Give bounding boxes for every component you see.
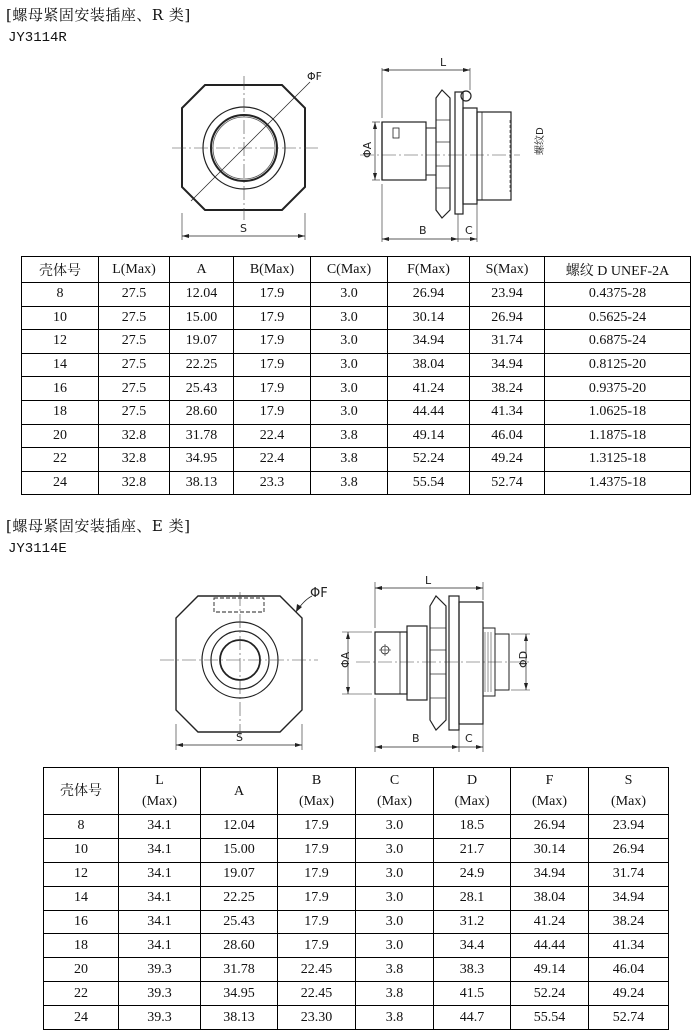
table-cell: 34.95 (201, 982, 278, 1006)
side-view-e (339, 574, 530, 752)
table-cell: 0.6875-24 (545, 330, 691, 354)
table-cell: 31.2 (434, 910, 511, 934)
table-cell: 0.8125-20 (545, 353, 691, 377)
table-cell: 14 (44, 886, 119, 910)
table-cell: 16 (22, 377, 99, 401)
table-cell: 1.0625-18 (545, 400, 691, 424)
table-cell: 38.3 (434, 958, 511, 982)
table-cell: 52.24 (388, 448, 470, 472)
table-cell: 3.0 (356, 838, 434, 862)
table-row (44, 1006, 669, 1030)
section-e-model: JY3114E (8, 541, 67, 557)
table-cell: 17.9 (278, 862, 356, 886)
table-cell: 0.5625-24 (545, 306, 691, 330)
table-row (44, 934, 669, 958)
header-cell: F(Max) (388, 257, 470, 283)
table-row (22, 448, 691, 472)
table-cell: 3.0 (356, 862, 434, 886)
table-cell: 22.25 (201, 886, 278, 910)
table-cell: 3.0 (311, 400, 388, 424)
header-cell (434, 768, 511, 815)
header-top: B (311, 773, 322, 788)
table-cell: 38.24 (589, 910, 669, 934)
table-cell: 34.1 (119, 934, 201, 958)
header-bottom: (Max) (454, 794, 490, 809)
drawing-r (0, 55, 700, 250)
table-cell: 28.1 (434, 886, 511, 910)
table-row (44, 910, 669, 934)
table-cell: 41.24 (511, 910, 589, 934)
table-cell: 0.9375-20 (545, 377, 691, 401)
header-bottom: (Max) (142, 794, 177, 809)
table-cell: 22 (44, 982, 119, 1006)
table-cell: 18 (22, 400, 99, 424)
table-cell: 12.04 (201, 815, 278, 839)
header-cell (119, 768, 201, 815)
table-row (44, 958, 669, 982)
table-cell: 52.74 (470, 471, 545, 495)
table-cell: 23.30 (278, 1006, 356, 1030)
table-cell: 15.00 (170, 306, 234, 330)
table-cell: 38.24 (470, 377, 545, 401)
table-cell: 3.0 (356, 910, 434, 934)
table-cell: 34.94 (589, 886, 669, 910)
table-cell: 3.8 (311, 448, 388, 472)
table-cell: 49.24 (589, 982, 669, 1006)
table-cell: 41.34 (470, 400, 545, 424)
header-cell: A (170, 257, 234, 283)
table-cell: 22.45 (278, 982, 356, 1006)
header-cell: 螺纹 D UNEF-2A (545, 257, 691, 283)
dim-r-b: B (419, 224, 427, 237)
table-cell: 27.5 (99, 400, 170, 424)
header-cell (356, 768, 434, 815)
table-cell: 0.4375-28 (545, 283, 691, 307)
front-view-e (160, 586, 328, 750)
header-cell (201, 768, 278, 815)
table-cell: 34.1 (119, 910, 201, 934)
table-cell: 32.8 (99, 471, 170, 495)
table-cell: 17.9 (278, 886, 356, 910)
table-cell: 15.00 (201, 838, 278, 862)
dim-e-phi-f: ΦF (310, 586, 328, 601)
table-cell: 22.4 (234, 448, 311, 472)
table-cell: 34.1 (119, 862, 201, 886)
table-cell: 3.0 (311, 330, 388, 354)
header-top: F (545, 773, 554, 788)
table-cell: 12 (22, 330, 99, 354)
spec-table-r (21, 256, 691, 495)
table-cell: 3.8 (311, 471, 388, 495)
table-cell: 12.04 (170, 283, 234, 307)
table-cell: 32.8 (99, 424, 170, 448)
table-cell: 34.94 (511, 862, 589, 886)
table-cell: 27.5 (99, 353, 170, 377)
table-cell: 10 (22, 306, 99, 330)
table-header-row (22, 257, 691, 283)
table-cell: 3.8 (356, 982, 434, 1006)
dim-r-thread-d: 螺纹D (535, 127, 546, 155)
table-cell: 41.24 (388, 377, 470, 401)
table-cell: 16 (44, 910, 119, 934)
front-view-r (172, 70, 322, 240)
table-cell: 17.9 (278, 815, 356, 839)
table-cell: 30.14 (388, 306, 470, 330)
table-row (22, 471, 691, 495)
table-cell: 34.94 (388, 330, 470, 354)
header-cell: L(Max) (99, 257, 170, 283)
table-cell: 18.5 (434, 815, 511, 839)
header-cell: B(Max) (234, 257, 311, 283)
table-cell: 1.3125-18 (545, 448, 691, 472)
table-cell: 38.04 (511, 886, 589, 910)
table-cell: 49.14 (511, 958, 589, 982)
section-e-title: [螺母紧固安装插座、E 类] (6, 517, 191, 535)
table-cell: 3.0 (356, 934, 434, 958)
table-cell: 34.1 (119, 838, 201, 862)
table-row (44, 886, 669, 910)
table-cell: 27.5 (99, 330, 170, 354)
dim-r-phi-a: ΦA (361, 141, 374, 158)
dim-r-c: C (465, 224, 473, 237)
table-cell: 17.9 (278, 934, 356, 958)
table-cell: 3.0 (356, 815, 434, 839)
table-cell: 3.0 (311, 353, 388, 377)
table-cell: 23.3 (234, 471, 311, 495)
table-cell: 30.14 (511, 838, 589, 862)
table-cell: 23.94 (470, 283, 545, 307)
table-cell: 3.0 (356, 886, 434, 910)
dim-e-c: C (465, 732, 473, 745)
table-row (22, 306, 691, 330)
table-cell: 31.78 (170, 424, 234, 448)
table-cell: 26.94 (470, 306, 545, 330)
table-cell: 46.04 (589, 958, 669, 982)
section-r-model: JY3114R (8, 30, 67, 46)
header-cell (511, 768, 589, 815)
table-cell: 26.94 (388, 283, 470, 307)
header-top: L (155, 773, 164, 788)
table-cell: 17.9 (234, 306, 311, 330)
header-bottom: (Max) (377, 794, 412, 809)
table-cell: 44.44 (511, 934, 589, 958)
table-cell: 24 (22, 471, 99, 495)
header-bottom: (Max) (299, 794, 334, 809)
table-cell: 34.94 (470, 353, 545, 377)
table-cell: 46.04 (470, 424, 545, 448)
header-top: D (466, 773, 478, 788)
spec-table-e (43, 767, 669, 1030)
header-cell (44, 768, 119, 815)
table-cell: 3.8 (311, 424, 388, 448)
table-cell: 3.8 (356, 958, 434, 982)
side-view-r (360, 56, 546, 242)
table-cell: 44.7 (434, 1006, 511, 1030)
table-row (22, 400, 691, 424)
table-row (44, 815, 669, 839)
table-cell: 17.9 (278, 838, 356, 862)
table-row (44, 838, 669, 862)
table-cell: 22.25 (170, 353, 234, 377)
table-cell: 38.13 (201, 1006, 278, 1030)
table-cell: 28.60 (201, 934, 278, 958)
header-bottom: (Max) (532, 794, 567, 809)
table-cell: 34.1 (119, 886, 201, 910)
table-cell: 20 (44, 958, 119, 982)
table-cell: 3.0 (311, 306, 388, 330)
table-cell: 27.5 (99, 377, 170, 401)
table-cell: 8 (22, 283, 99, 307)
table-cell: 38.04 (388, 353, 470, 377)
table-cell: 28.60 (170, 400, 234, 424)
table-cell: 17.9 (234, 377, 311, 401)
table-cell: 26.94 (589, 838, 669, 862)
table-cell: 26.94 (511, 815, 589, 839)
table-cell: 49.14 (388, 424, 470, 448)
header-top: 壳体号 (60, 783, 102, 799)
header-top: A (233, 783, 245, 799)
table-cell: 32.8 (99, 448, 170, 472)
table-row (22, 377, 691, 401)
table-cell: 17.9 (234, 400, 311, 424)
table-cell: 1.4375-18 (545, 471, 691, 495)
header-cell (589, 768, 669, 815)
table-cell: 18 (44, 934, 119, 958)
table-cell: 17.9 (234, 353, 311, 377)
header-top: S (624, 773, 633, 788)
table-cell: 24 (44, 1006, 119, 1030)
table-cell: 14 (22, 353, 99, 377)
dim-e-phi-d: ΦD (517, 650, 530, 668)
table-cell: 19.07 (170, 330, 234, 354)
table-cell: 22.45 (278, 958, 356, 982)
header-top: C (389, 773, 400, 788)
table-row (22, 424, 691, 448)
table-cell: 23.94 (589, 815, 669, 839)
dim-e-b: B (412, 732, 420, 745)
table-cell: 39.3 (119, 958, 201, 982)
table-cell: 1.1875-18 (545, 424, 691, 448)
table-header-row (44, 768, 669, 815)
table-cell: 31.74 (470, 330, 545, 354)
table-cell: 25.43 (201, 910, 278, 934)
dim-e-s: S (236, 731, 243, 744)
table-cell: 8 (44, 815, 119, 839)
header-cell (278, 768, 356, 815)
table-cell: 27.5 (99, 283, 170, 307)
dim-r-s: S (240, 222, 247, 235)
drawing-e (0, 572, 700, 760)
dim-e-l: L (425, 574, 432, 587)
table-cell: 44.44 (388, 400, 470, 424)
table-cell: 34.4 (434, 934, 511, 958)
table-cell: 41.5 (434, 982, 511, 1006)
table-cell: 41.34 (589, 934, 669, 958)
dim-e-phi-a: ΦA (339, 651, 352, 668)
table-cell: 3.8 (356, 1006, 434, 1030)
table-row (22, 330, 691, 354)
table-cell: 31.78 (201, 958, 278, 982)
header-bottom: (Max) (611, 794, 646, 809)
header-cell: C(Max) (311, 257, 388, 283)
table-cell: 12 (44, 862, 119, 886)
table-cell: 39.3 (119, 1006, 201, 1030)
table-row (22, 353, 691, 377)
table-cell: 17.9 (234, 330, 311, 354)
table-cell: 17.9 (278, 910, 356, 934)
header-cell: S(Max) (470, 257, 545, 283)
table-cell: 49.24 (470, 448, 545, 472)
table-cell: 24.9 (434, 862, 511, 886)
header-cell: 壳体号 (22, 257, 99, 283)
table-cell: 3.0 (311, 377, 388, 401)
table-cell: 17.9 (234, 283, 311, 307)
table-cell: 20 (22, 424, 99, 448)
section-r-title: [螺母紧固安装插座、R 类] (6, 6, 191, 24)
table-cell: 34.1 (119, 815, 201, 839)
dim-r-l: L (440, 56, 447, 69)
table-cell: 39.3 (119, 982, 201, 1006)
table-cell: 21.7 (434, 838, 511, 862)
table-row (44, 862, 669, 886)
table-cell: 10 (44, 838, 119, 862)
table-cell: 52.74 (589, 1006, 669, 1030)
table-row (44, 982, 669, 1006)
table-cell: 38.13 (170, 471, 234, 495)
table-cell: 55.54 (511, 1006, 589, 1030)
table-cell: 52.24 (511, 982, 589, 1006)
table-row (22, 283, 691, 307)
table-cell: 55.54 (388, 471, 470, 495)
table-cell: 3.0 (311, 283, 388, 307)
table-cell: 22.4 (234, 424, 311, 448)
dim-r-phi-f: ΦF (307, 70, 322, 83)
table-cell: 31.74 (589, 862, 669, 886)
table-cell: 19.07 (201, 862, 278, 886)
table-cell: 34.95 (170, 448, 234, 472)
table-cell: 27.5 (99, 306, 170, 330)
table-cell: 22 (22, 448, 99, 472)
table-cell: 25.43 (170, 377, 234, 401)
